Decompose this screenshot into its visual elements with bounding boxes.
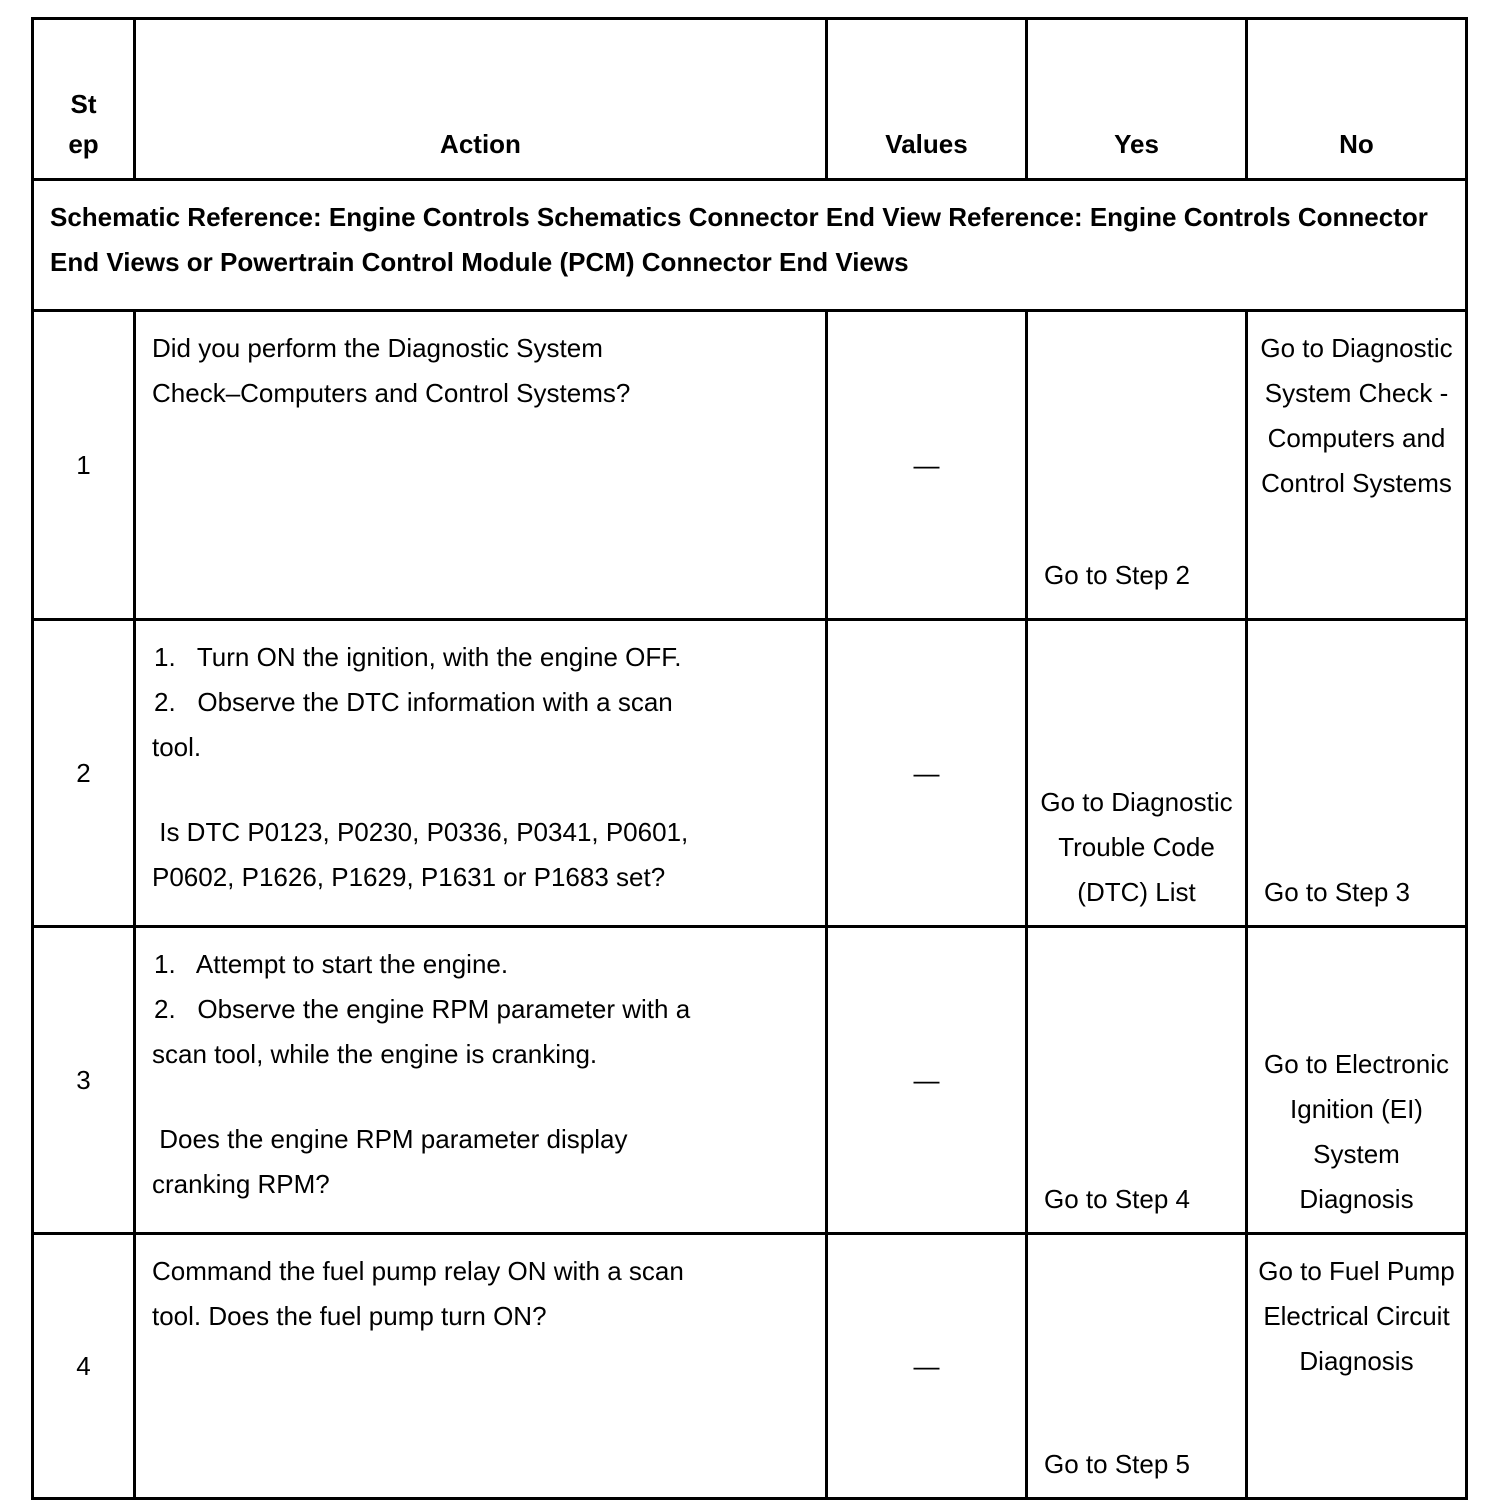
action-line: tool. Does the fuel pump turn ON?	[152, 1301, 547, 1331]
action-line: Command the fuel pump relay ON with a scan	[152, 1256, 684, 1286]
diagnostic-table	[31, 17, 1468, 1500]
yes-text: Go to Step 2	[1044, 560, 1190, 590]
yes-cell	[1027, 620, 1247, 927]
question-line: Is DTC P0123, P0230, P0336, P0341, P0601,	[152, 817, 689, 847]
no-text: Go to Diagnostic System Check - Computers and Control Systems	[1260, 333, 1453, 498]
value-cell: —	[827, 311, 1027, 620]
header-row	[33, 19, 1467, 180]
action-line: scan tool, while the engine is cranking.	[152, 1039, 598, 1069]
table-row	[33, 1234, 1467, 1499]
no-text: Go to Step 3	[1264, 877, 1410, 907]
yes-cell	[1027, 927, 1247, 1234]
table-row	[33, 927, 1467, 1234]
reference-row	[33, 180, 1467, 311]
schematic-reference: Schematic Reference: Engine Controls Schematics Connector End View Reference: Engine Controls Connector End Views or Powertrain Control Module (PCM) Connector End Views	[33, 180, 1467, 311]
yes-text: Go to Diagnostic Trouble Code (DTC) List	[1040, 787, 1233, 907]
yes-cell	[1027, 311, 1247, 620]
step-number: 2	[33, 620, 135, 927]
step-number: 4	[33, 1234, 135, 1499]
header-step: St ep	[33, 19, 135, 180]
action-line: tool.	[152, 732, 202, 762]
action-cell	[135, 620, 827, 927]
yes-cell	[1027, 1234, 1247, 1499]
header-yes: Yes	[1027, 19, 1247, 180]
step-number: 1	[33, 311, 135, 620]
action-cell	[135, 927, 827, 1234]
question-line: Does the engine RPM parameter display	[152, 1124, 628, 1154]
action-cell	[135, 1234, 827, 1499]
step-number: 3	[33, 927, 135, 1234]
action-line: 1. Turn ON the ignition, with the engine OFF.	[154, 642, 682, 672]
no-cell	[1247, 620, 1467, 927]
header-no: No	[1247, 19, 1467, 180]
question-line: cranking RPM?	[152, 1169, 330, 1199]
value-cell: —	[827, 1234, 1027, 1499]
action-line: 2. Observe the engine RPM parameter with a	[154, 994, 691, 1024]
no-text: Go to Electronic Ignition (EI) System Diagnosis	[1264, 1049, 1449, 1214]
header-values: Values	[827, 19, 1027, 180]
action-line: 2. Observe the DTC information with a scan	[154, 687, 673, 717]
no-cell	[1247, 1234, 1467, 1499]
table-row	[33, 311, 1467, 620]
yes-text: Go to Step 5	[1044, 1449, 1190, 1479]
no-cell	[1247, 927, 1467, 1234]
value-cell: —	[827, 927, 1027, 1234]
action-line: Did you perform the Diagnostic System	[152, 333, 603, 363]
yes-text: Go to Step 4	[1044, 1184, 1190, 1214]
no-text: Go to Fuel Pump Electrical Circuit Diagnosis	[1258, 1256, 1455, 1376]
header-action: Action	[135, 19, 827, 180]
table-row	[33, 620, 1467, 927]
value-cell: —	[827, 620, 1027, 927]
no-cell	[1247, 311, 1467, 620]
action-line: Check–Computers and Control Systems?	[152, 378, 631, 408]
action-cell	[135, 311, 827, 620]
action-line: 1. Attempt to start the engine.	[154, 949, 509, 979]
question-line: P0602, P1626, P1629, P1631 or P1683 set?	[152, 862, 666, 892]
